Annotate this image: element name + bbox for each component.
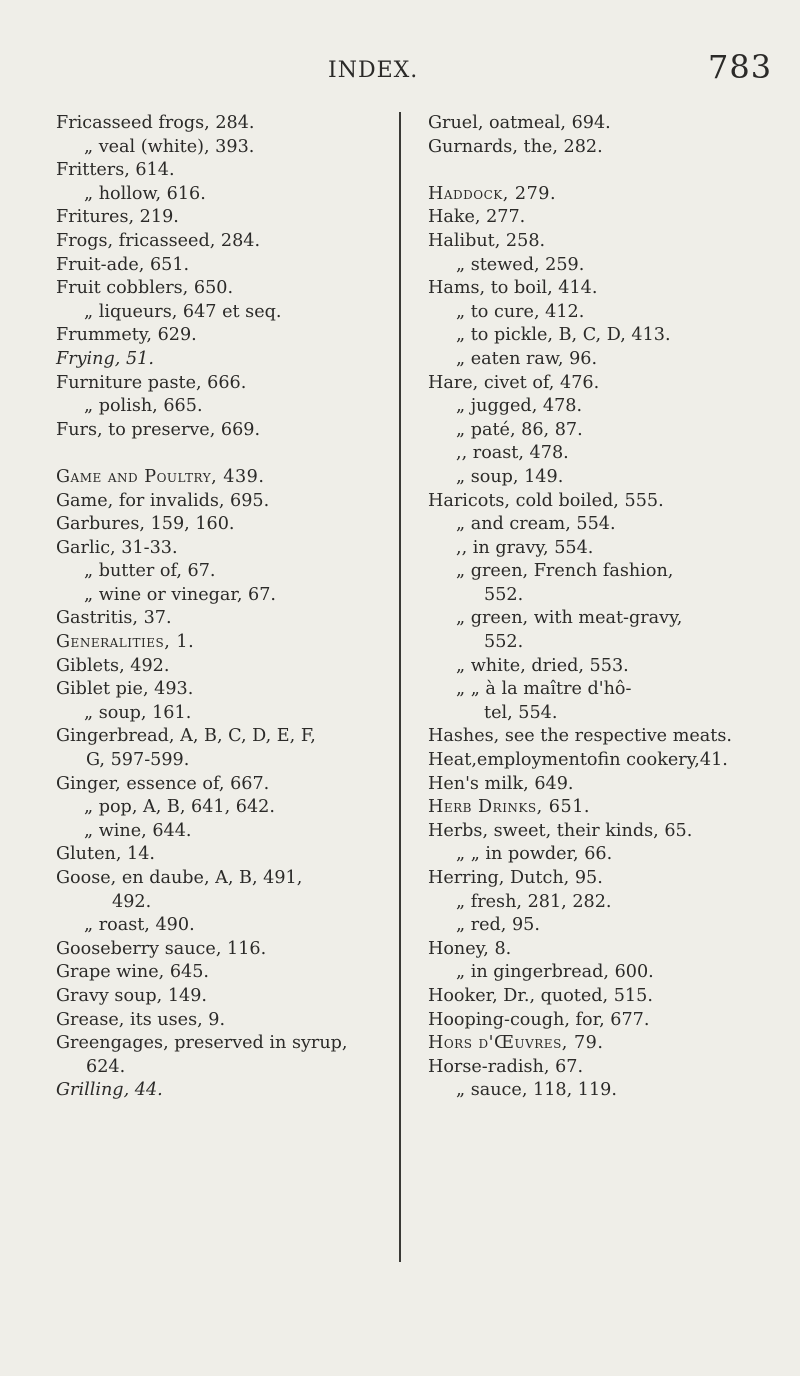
index-entry: Generalities, 1.	[56, 632, 195, 653]
index-entry: Hake, 277.	[428, 207, 526, 228]
index-entry: Fricasseed frogs, 284.	[56, 113, 255, 133]
index-entry: Grape wine, 645.	[56, 962, 210, 983]
index-entry: Greengages, preserved in syrup,	[56, 1033, 348, 1054]
section-gap	[56, 442, 376, 466]
index-entry: „ polish, 665.	[84, 396, 203, 417]
index-column-right	[428, 112, 768, 1103]
index-entry: „ wine, 644.	[84, 820, 192, 841]
index-entry: Frying, 51.	[56, 348, 154, 369]
index-entry: „ hollow, 616.	[84, 183, 206, 204]
index-entry: 552.	[484, 584, 524, 605]
index-entry: Frummety, 629.	[56, 325, 197, 346]
index-entry: „ jugged, 478.	[456, 396, 583, 417]
index-entry: Herring, Dutch, 95.	[428, 868, 603, 888]
index-entry: Grease, its uses, 9.	[56, 1009, 226, 1030]
index-entry: „ roast, 490.	[84, 915, 195, 936]
column-divider	[399, 112, 401, 1262]
index-entry: „ „ à la maître d'hô-	[456, 679, 632, 700]
index-entry: Hen's milk, 649.	[428, 773, 574, 794]
index-entry: Gastritis, 37.	[56, 608, 172, 629]
index-entry: „ veal (white), 393.	[84, 136, 255, 157]
index-entry: „ „ in powder, 66.	[456, 844, 613, 865]
index-entry: Heat,employmentofin cookery,41.	[428, 750, 728, 771]
index-entry: „ fresh, 281, 282.	[456, 891, 612, 912]
index-entry: Giblets, 492.	[56, 655, 170, 676]
index-entry: Frogs, fricasseed, 284.	[56, 230, 261, 251]
index-entry: Gingerbread, A, B, C, D, E, F,	[56, 726, 316, 747]
index-entry: „ to cure, 412.	[456, 301, 585, 322]
index-entry: Gurnards, the, 282.	[428, 136, 603, 157]
index-entry: Honey, 8.	[428, 938, 512, 959]
index-entry: G, 597-599.	[86, 750, 190, 771]
index-entry: Giblet pie, 493.	[56, 679, 194, 700]
page-header	[0, 44, 800, 94]
index-entry: Furniture paste, 666.	[56, 372, 247, 393]
index-entry: Gravy soup, 149.	[56, 985, 207, 1006]
index-entry: „ in gingerbread, 600.	[456, 962, 654, 983]
index-entry: „ red, 95.	[456, 915, 540, 936]
index-entry: ,, in gravy, 554.	[456, 537, 594, 558]
index-column-left	[56, 112, 376, 1103]
index-entry: Hare, civet of, 476.	[428, 372, 600, 393]
page-title: INDEX.	[328, 58, 419, 83]
index-entry: „ pop, A, B, 641, 642.	[84, 797, 275, 818]
index-entry: „ to pickle, B, C, D, 413.	[456, 325, 671, 346]
index-entry: „ paté, 86, 87.	[456, 419, 583, 440]
index-entry: Hors d'Œuvres, 79.	[428, 1033, 604, 1054]
index-entry: Furs, to preserve, 669.	[56, 419, 261, 440]
index-entry: „ soup, 149.	[456, 466, 564, 487]
index-entry: Fritures, 219.	[56, 207, 179, 228]
index-entry: tel, 554.	[484, 702, 558, 723]
index-entry: Gluten, 14.	[56, 844, 155, 865]
index-entry: Herb Drinks, 651.	[428, 797, 590, 818]
index-entry: „ and cream, 554.	[456, 514, 616, 535]
index-entry: Hashes, see the respective meats.	[428, 726, 732, 747]
index-entry: Herbs, sweet, their kinds, 65.	[428, 820, 693, 841]
index-entry: „ liqueurs, 647 et seq.	[84, 301, 282, 322]
section-gap	[428, 159, 768, 183]
index-entry: 552.	[484, 632, 524, 653]
index-entry: Haddock, 279.	[428, 183, 557, 204]
index-entry: „ butter of, 67.	[84, 561, 216, 582]
index-entry: Hooker, Dr., quoted, 515.	[428, 985, 653, 1006]
index-entry: Garlic, 31-33.	[56, 537, 178, 558]
index-entry: Goose, en daube, A, B, 491,	[56, 868, 303, 888]
index-entry: ,, roast, 478.	[456, 443, 569, 464]
index-entry: Gruel, oatmeal, 694.	[428, 113, 611, 133]
page-number: 783	[708, 48, 773, 86]
index-entry: „ sauce, 118, 119.	[456, 1080, 617, 1101]
index-entry: Hams, to boil, 414.	[428, 278, 598, 299]
index-entry: Gooseberry sauce, 116.	[56, 938, 267, 959]
index-entry: „ green, French fashion,	[456, 561, 674, 582]
index-entry: Game, for invalids, 695.	[56, 490, 270, 511]
index-entry: Horse-radish, 67.	[428, 1056, 584, 1077]
index-entry: Grilling, 44.	[56, 1080, 163, 1101]
index-entry: Game and Poultry, 439.	[56, 466, 265, 487]
index-entry: „ white, dried, 553.	[456, 655, 629, 676]
index-entry: „ wine or vinegar, 67.	[84, 584, 277, 605]
index-entry: Haricots, cold boiled, 555.	[428, 490, 664, 511]
index-entry: „ soup, 161.	[84, 702, 192, 723]
index-entry: Fruit-ade, 651.	[56, 254, 190, 275]
index-entry: 624.	[86, 1056, 126, 1077]
index-entry: Ginger, essence of, 667.	[56, 773, 270, 794]
index-entry: Garbures, 159, 160.	[56, 514, 235, 535]
index-entry: „ stewed, 259.	[456, 254, 585, 275]
index-entry: Halibut, 258.	[428, 230, 546, 251]
index-entry: „ green, with meat-gravy,	[456, 608, 683, 629]
index-entry: Hooping-cough, for, 677.	[428, 1009, 650, 1030]
index-entry: Fruit cobblers, 650.	[56, 278, 234, 299]
index-entry: Fritters, 614.	[56, 160, 175, 181]
index-entry: „ eaten raw, 96.	[456, 348, 598, 369]
index-entry: 492.	[112, 891, 152, 912]
